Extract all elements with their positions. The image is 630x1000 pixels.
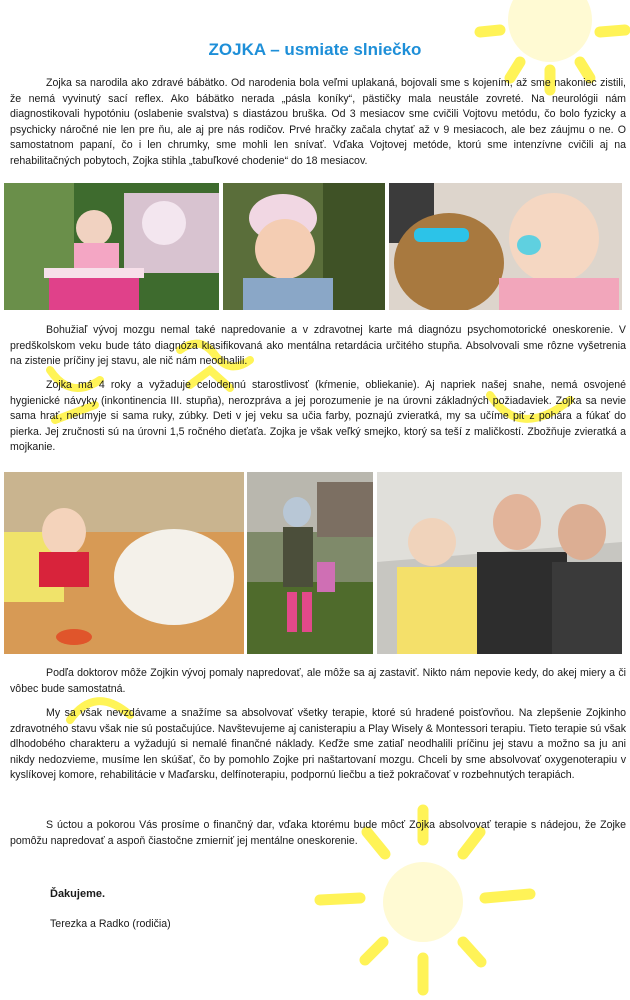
photo-girl-pink-hat (223, 183, 385, 310)
paragraph-birth: Zojka sa narodila ako zdravé bábätko. Od narodenia bola veľmi uplakaná, bojovali sme s kojením, až sme nakoniec zistili, že nemá vyvinutý sací reflex. Ako bábätko nerada „pásla koníky“, pästičky mala neustále zovreté. Na neurológii nám diagnostikovali hypotóniu (oslabenie svalstva) s diastázou bruška. Od 3 mesiacov sme cvičili Vojtovu metódu, čo bolo fyzicky a psychicky náročné nie len pre ňu, ale aj pre nás rodičov. Prvé hračky začala chytať až v 9 mesiacoch, ale bez záujmu o ne. O samostatnom papaní, čo i len chrumky, sme mohli len snívať. Vďaka Vojtovej metóde, ktorú sme intenzívne cvičili aj na rehabilitačných pobytoch, Zojka stihla „tabuľkové chodenie“ do 18 mesiacov. (10, 77, 626, 167)
signature: Terezka a Radko (rodičia) (50, 918, 171, 930)
photo-girl-walking-outdoor (247, 472, 373, 654)
photo-girl-plush-dog (389, 183, 622, 310)
photo-family-portrait (377, 472, 622, 654)
paragraph-appeal: S úctou a pokorou Vás prosíme o finančný dar, vďaka ktorému bude môcť Zojka absolvovať terapie s nádejou, že Zojke pomôžu napredovať a aspoň čiastočne zmierniť jej mentálne oneskorenie. (10, 819, 626, 847)
photo-girl-white-dog (4, 472, 244, 654)
photo-row-2 (4, 472, 622, 654)
paragraph-therapies: My sa však nevzdávame a snažíme sa absolvovať všetky terapie, ktoré sú hradené poisťovňou. Na zlepšenie Zojkinho zdravotného stavu však nie sú postačujúce. Navštevujeme aj canisterapiu a Play Wisely & Montessori terapiu. Tieto terapie sú však dlhodobého charakteru a vyžadujú si nemalé finančné náklady. Keďže sme zatiaľ neodhalili príčinu jej stavu a možno sa ju ani nikdy nedozvieme, musíme len skúšať, čo by pomohlo Zojke pri naštartovaní mozgu. Chceli by sme absolvovať oxygenoterapiu v kyslíkovej komore, rehabilitácie v Maďarsku, delfínoterapiu, podpornú liečbu a tiež pokračovať v rozbehnutých terapiách. (10, 707, 626, 782)
thanks-text: Ďakujeme. (50, 888, 106, 900)
paragraph-prognosis: Podľa doktorov môže Zojkin vývoj pomaly napredovať, ale môže sa aj zastaviť. Nikto nám nepovie kedy, do akej miery a či vôbec bude samostatná. (10, 667, 626, 695)
photo-birthday-cake (4, 183, 219, 310)
photo-row-1 (4, 183, 622, 310)
paragraph-current-state: Zojka má 4 roky a vyžaduje celodennú starostlivosť (kŕmenie, obliekanie). Aj napriek našej snahe, nemá osvojené hygienické návyky (inkontinencia III. stupňa), nerozpráva a jej porozumenie je na úrovni základných požiadaviek. Zojka sa nevie sama hrať, neumyje si sama ruky, zúbky. Deti v jej veku sa učia farby, poznajú zvieratká, my sa učíme piť z pohára a fúkať do pierka. Jej zručnosti sú na úrovni 1,5 ročného dieťaťa. Zojka je však veľký smejko, ktorý sa teší z maličkostí. Zbožňuje zvieratká a mojkanie. (10, 379, 626, 454)
page-title: ZOJKA – usmiate slniečko (208, 40, 422, 59)
paragraph-diagnosis: Bohužiaľ vývoj mozgu nemal také napredovanie a v zdravotnej karte má diagnózu psychomotorické oneskorenie. V predškolskom veku bude táto diagnóza klasifikovaná ako mentálna retardácia určitého stupňa. Absolvovali sme rôzne vyšetrenia na zistenie príčiny jej stavu, ale nič nám neodhalili. (10, 324, 626, 368)
